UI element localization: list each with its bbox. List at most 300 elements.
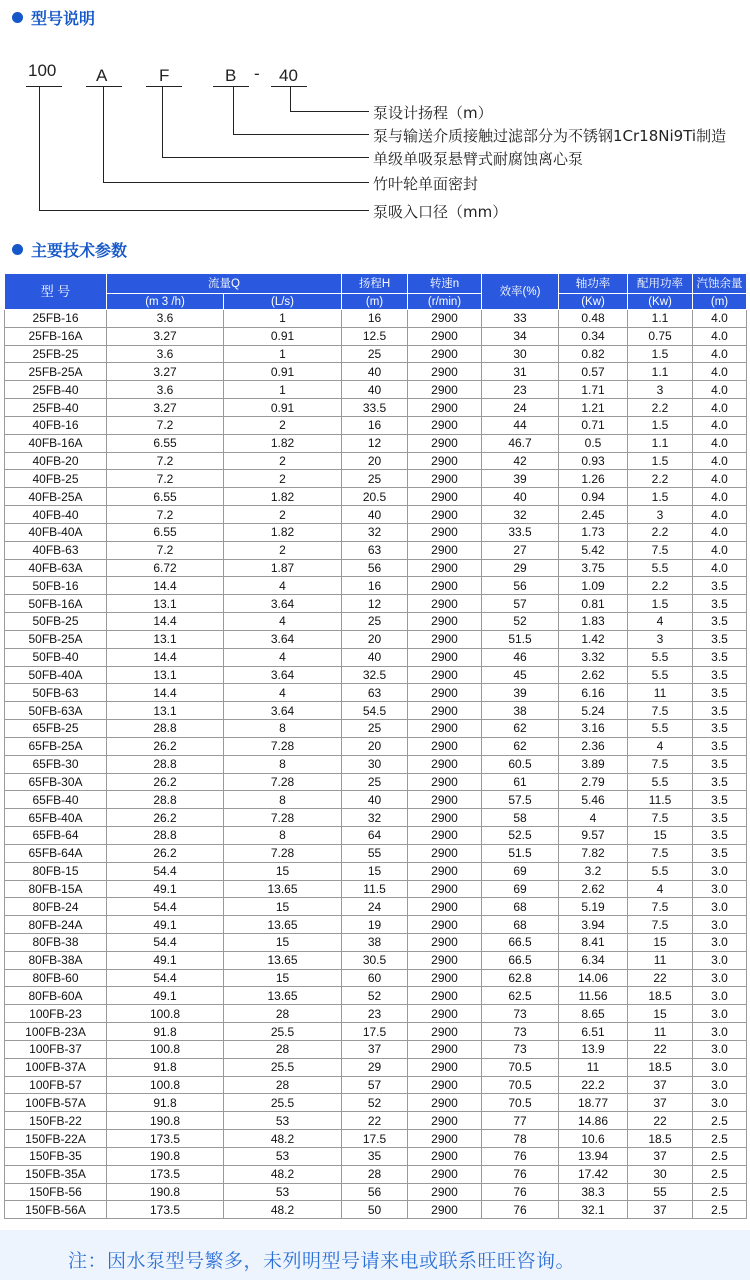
cell-flow-m3h: 7.2 (107, 452, 224, 470)
cell-model: 50FB-40 (5, 648, 107, 666)
cell-npsh: 4.0 (693, 559, 747, 577)
header-head: 扬程H (342, 274, 408, 294)
cell-shaft-power: 0.34 (559, 327, 628, 345)
cell-shaft-power: 3.32 (559, 648, 628, 666)
cell-model: 50FB-25 (5, 613, 107, 631)
table-row (5, 1183, 747, 1201)
table-row (5, 720, 747, 738)
cell-flow-ls: 15 (224, 969, 342, 987)
bullet-dot-icon (12, 244, 23, 255)
cell-efficiency: 76 (482, 1201, 559, 1219)
cell-head: 55 (342, 844, 408, 862)
cell-efficiency: 44 (482, 416, 559, 434)
cell-efficiency: 32 (482, 506, 559, 524)
cell-motor-power: 11 (628, 1023, 693, 1041)
cell-flow-ls: 25.5 (224, 1058, 342, 1076)
cell-head: 25 (342, 470, 408, 488)
cell-head: 57 (342, 1076, 408, 1094)
cell-shaft-power: 3.75 (559, 559, 628, 577)
cell-flow-m3h: 28.8 (107, 755, 224, 773)
cell-efficiency: 73 (482, 1005, 559, 1023)
cell-efficiency: 70.5 (482, 1094, 559, 1112)
cell-npsh: 2.5 (693, 1112, 747, 1130)
cell-npsh: 3.5 (693, 791, 747, 809)
cell-flow-ls: 13.65 (224, 880, 342, 898)
cell-npsh: 4.0 (693, 470, 747, 488)
cell-motor-power: 5.5 (628, 720, 693, 738)
cell-head: 52 (342, 987, 408, 1005)
cell-speed: 2900 (408, 684, 482, 702)
cell-flow-m3h: 6.55 (107, 523, 224, 541)
cell-head: 25 (342, 345, 408, 363)
connector-impeller-v (103, 86, 104, 182)
cell-model: 40FB-20 (5, 452, 107, 470)
cell-model: 65FB-40 (5, 791, 107, 809)
cell-npsh: 2.5 (693, 1183, 747, 1201)
connector-material-v (233, 86, 234, 134)
cell-speed: 2900 (408, 791, 482, 809)
cell-flow-m3h: 13.1 (107, 595, 224, 613)
cell-shaft-power: 10.6 (559, 1130, 628, 1148)
table-row (5, 809, 747, 827)
table-row (5, 987, 747, 1005)
cell-motor-power: 1.5 (628, 416, 693, 434)
desc-type: 单级单吸泵悬臂式耐腐蚀离心泵 (373, 150, 584, 168)
cell-shaft-power: 3.16 (559, 720, 628, 738)
cell-flow-ls: 4 (224, 577, 342, 595)
cell-flow-m3h: 7.2 (107, 506, 224, 524)
code-dash: - (254, 64, 260, 83)
cell-model: 50FB-63A (5, 702, 107, 720)
cell-head: 56 (342, 1183, 408, 1201)
cell-motor-power: 1.1 (628, 363, 693, 381)
header-flow-m3h: (m 3 /h) (107, 294, 224, 310)
cell-npsh: 3.0 (693, 898, 747, 916)
table-row (5, 523, 747, 541)
cell-shaft-power: 0.5 (559, 434, 628, 452)
cell-model: 25FB-16 (5, 310, 107, 328)
cell-flow-ls: 1.82 (224, 523, 342, 541)
cell-npsh: 2.5 (693, 1147, 747, 1165)
cell-model: 25FB-40 (5, 381, 107, 399)
cell-npsh: 4.0 (693, 363, 747, 381)
cell-motor-power: 1.5 (628, 345, 693, 363)
cell-npsh: 3.0 (693, 951, 747, 969)
cell-motor-power: 15 (628, 1005, 693, 1023)
cell-head: 16 (342, 416, 408, 434)
cell-flow-ls: 15 (224, 898, 342, 916)
desc-material: 泵与输送介质接触过滤部分为不锈钢1Cr18Ni9Ti制造 (373, 127, 727, 145)
cell-efficiency: 52.5 (482, 827, 559, 845)
table-row (5, 452, 747, 470)
table-row (5, 381, 747, 399)
section-tech-params-title (12, 238, 127, 260)
cell-model: 100FB-57 (5, 1076, 107, 1094)
cell-flow-m3h: 14.4 (107, 684, 224, 702)
cell-motor-power: 2.2 (628, 577, 693, 595)
cell-head: 52 (342, 1094, 408, 1112)
cell-head: 17.5 (342, 1023, 408, 1041)
connector-type-h (162, 157, 369, 158)
cell-model: 80FB-24A (5, 916, 107, 934)
cell-flow-ls: 53 (224, 1183, 342, 1201)
cell-npsh: 3.5 (693, 613, 747, 631)
table-row (5, 1005, 747, 1023)
cell-motor-power: 7.5 (628, 809, 693, 827)
cell-efficiency: 51.5 (482, 844, 559, 862)
cell-efficiency: 77 (482, 1112, 559, 1130)
cell-head: 32 (342, 523, 408, 541)
cell-head: 12.5 (342, 327, 408, 345)
cell-npsh: 3.0 (693, 1005, 747, 1023)
cell-flow-m3h: 91.8 (107, 1058, 224, 1076)
cell-flow-m3h: 91.8 (107, 1023, 224, 1041)
desc-size: 泵吸入口径（mm） (373, 203, 508, 221)
cell-head: 30.5 (342, 951, 408, 969)
cell-speed: 2900 (408, 1005, 482, 1023)
cell-flow-ls: 2 (224, 541, 342, 559)
cell-shaft-power: 3.94 (559, 916, 628, 934)
cell-flow-m3h: 173.5 (107, 1165, 224, 1183)
cell-model: 50FB-40A (5, 666, 107, 684)
cell-shaft-power: 3.89 (559, 755, 628, 773)
cell-npsh: 3.5 (693, 702, 747, 720)
cell-head: 63 (342, 684, 408, 702)
table-row (5, 1112, 747, 1130)
cell-motor-power: 7.5 (628, 844, 693, 862)
cell-flow-ls: 2 (224, 506, 342, 524)
cell-efficiency: 69 (482, 880, 559, 898)
cell-model: 50FB-16 (5, 577, 107, 595)
cell-motor-power: 7.5 (628, 541, 693, 559)
cell-npsh: 3.0 (693, 880, 747, 898)
cell-efficiency: 34 (482, 327, 559, 345)
cell-head: 54.5 (342, 702, 408, 720)
cell-efficiency: 76 (482, 1165, 559, 1183)
cell-flow-m3h: 3.6 (107, 345, 224, 363)
cell-motor-power: 55 (628, 1183, 693, 1201)
cell-shaft-power: 5.42 (559, 541, 628, 559)
cell-flow-ls: 53 (224, 1112, 342, 1130)
cell-efficiency: 42 (482, 452, 559, 470)
code-head: 40 (279, 66, 298, 85)
cell-motor-power: 37 (628, 1201, 693, 1219)
cell-speed: 2900 (408, 595, 482, 613)
underline-impeller (86, 86, 122, 87)
cell-speed: 2900 (408, 720, 482, 738)
cell-flow-m3h: 54.4 (107, 933, 224, 951)
table-row (5, 1130, 747, 1148)
cell-npsh: 3.5 (693, 827, 747, 845)
cell-npsh: 3.5 (693, 666, 747, 684)
cell-npsh: 4.0 (693, 452, 747, 470)
table-row (5, 1058, 747, 1076)
cell-motor-power: 1.1 (628, 310, 693, 328)
cell-head: 29 (342, 1058, 408, 1076)
cell-speed: 2900 (408, 702, 482, 720)
cell-speed: 2900 (408, 523, 482, 541)
cell-efficiency: 57.5 (482, 791, 559, 809)
cell-efficiency: 31 (482, 363, 559, 381)
cell-flow-m3h: 3.27 (107, 399, 224, 417)
header-npsh: 汽蚀余量 (693, 274, 747, 294)
cell-head: 38 (342, 933, 408, 951)
cell-shaft-power: 2.36 (559, 737, 628, 755)
cell-flow-m3h: 26.2 (107, 809, 224, 827)
cell-flow-m3h: 26.2 (107, 737, 224, 755)
cell-head: 15 (342, 862, 408, 880)
cell-head: 33.5 (342, 399, 408, 417)
cell-motor-power: 22 (628, 1040, 693, 1058)
cell-model: 40FB-40A (5, 523, 107, 541)
cell-head: 12 (342, 595, 408, 613)
code-impeller: A (96, 66, 108, 85)
cell-shaft-power: 8.41 (559, 933, 628, 951)
cell-model: 80FB-15 (5, 862, 107, 880)
cell-speed: 2900 (408, 844, 482, 862)
cell-shaft-power: 22.2 (559, 1076, 628, 1094)
underline-size (26, 86, 62, 87)
cell-flow-ls: 25.5 (224, 1023, 342, 1041)
cell-npsh: 4.0 (693, 310, 747, 328)
cell-head: 11.5 (342, 880, 408, 898)
cell-motor-power: 15 (628, 827, 693, 845)
cell-flow-ls: 1.82 (224, 488, 342, 506)
header-shaft-power-unit: (Kw) (559, 294, 628, 310)
cell-flow-ls: 1 (224, 345, 342, 363)
cell-npsh: 4.0 (693, 506, 747, 524)
cell-model: 100FB-37A (5, 1058, 107, 1076)
cell-npsh: 3.0 (693, 1040, 747, 1058)
table-row (5, 933, 747, 951)
cell-flow-ls: 2 (224, 470, 342, 488)
cell-flow-ls: 7.28 (224, 809, 342, 827)
table-row (5, 898, 747, 916)
cell-flow-m3h: 54.4 (107, 862, 224, 880)
cell-model: 50FB-16A (5, 595, 107, 613)
cell-speed: 2900 (408, 969, 482, 987)
connector-type-v (162, 86, 163, 157)
cell-npsh: 3.5 (693, 755, 747, 773)
cell-efficiency: 46 (482, 648, 559, 666)
cell-flow-m3h: 7.2 (107, 541, 224, 559)
cell-speed: 2900 (408, 345, 482, 363)
cell-model: 100FB-37 (5, 1040, 107, 1058)
cell-motor-power: 5.5 (628, 862, 693, 880)
cell-motor-power: 3 (628, 506, 693, 524)
cell-flow-m3h: 6.72 (107, 559, 224, 577)
cell-npsh: 3.0 (693, 933, 747, 951)
cell-head: 37 (342, 1040, 408, 1058)
table-row (5, 1147, 747, 1165)
cell-flow-m3h: 190.8 (107, 1183, 224, 1201)
cell-shaft-power: 5.46 (559, 791, 628, 809)
cell-efficiency: 24 (482, 399, 559, 417)
cell-npsh: 3.5 (693, 595, 747, 613)
cell-shaft-power: 6.51 (559, 1023, 628, 1041)
cell-npsh: 4.0 (693, 345, 747, 363)
cell-model: 25FB-40 (5, 399, 107, 417)
cell-efficiency: 66.5 (482, 933, 559, 951)
cell-model: 150FB-56A (5, 1201, 107, 1219)
cell-head: 19 (342, 916, 408, 934)
cell-shaft-power: 11 (559, 1058, 628, 1076)
table-row (5, 488, 747, 506)
cell-flow-m3h: 14.4 (107, 613, 224, 631)
cell-flow-m3h: 3.27 (107, 363, 224, 381)
cell-flow-m3h: 100.8 (107, 1005, 224, 1023)
cell-npsh: 2.5 (693, 1130, 747, 1148)
cell-flow-m3h: 190.8 (107, 1147, 224, 1165)
cell-speed: 2900 (408, 381, 482, 399)
cell-flow-ls: 13.65 (224, 951, 342, 969)
cell-npsh: 3.0 (693, 862, 747, 880)
cell-flow-m3h: 13.1 (107, 630, 224, 648)
table-row (5, 969, 747, 987)
cell-model: 80FB-60 (5, 969, 107, 987)
table-row (5, 827, 747, 845)
table-row (5, 630, 747, 648)
cell-efficiency: 27 (482, 541, 559, 559)
cell-npsh: 3.5 (693, 737, 747, 755)
cell-motor-power: 2.2 (628, 470, 693, 488)
cell-flow-ls: 1.82 (224, 434, 342, 452)
cell-head: 16 (342, 310, 408, 328)
cell-flow-m3h: 7.2 (107, 416, 224, 434)
cell-speed: 2900 (408, 363, 482, 381)
connector-size-h (39, 210, 369, 211)
cell-motor-power: 11 (628, 951, 693, 969)
cell-motor-power: 4 (628, 613, 693, 631)
cell-motor-power: 37 (628, 1076, 693, 1094)
cell-motor-power: 7.5 (628, 702, 693, 720)
table-row (5, 1040, 747, 1058)
cell-shaft-power: 5.19 (559, 898, 628, 916)
cell-motor-power: 1.5 (628, 488, 693, 506)
header-model: 型 号 (5, 274, 107, 310)
cell-shaft-power: 1.21 (559, 399, 628, 417)
cell-motor-power: 11.5 (628, 791, 693, 809)
cell-speed: 2900 (408, 1058, 482, 1076)
cell-efficiency: 68 (482, 916, 559, 934)
cell-flow-m3h: 28.8 (107, 720, 224, 738)
cell-flow-ls: 8 (224, 720, 342, 738)
cell-efficiency: 73 (482, 1023, 559, 1041)
cell-model: 100FB-23A (5, 1023, 107, 1041)
header-flow: 流量Q (107, 274, 342, 294)
cell-speed: 2900 (408, 1076, 482, 1094)
table-row (5, 1094, 747, 1112)
cell-speed: 2900 (408, 987, 482, 1005)
cell-speed: 2900 (408, 862, 482, 880)
cell-flow-m3h: 26.2 (107, 773, 224, 791)
cell-speed: 2900 (408, 880, 482, 898)
cell-speed: 2900 (408, 916, 482, 934)
table-row (5, 470, 747, 488)
underline-head (271, 86, 307, 87)
table-row (5, 773, 747, 791)
cell-efficiency: 58 (482, 809, 559, 827)
cell-motor-power: 0.75 (628, 327, 693, 345)
cell-efficiency: 62 (482, 737, 559, 755)
cell-speed: 2900 (408, 434, 482, 452)
table-row (5, 363, 747, 381)
cell-efficiency: 39 (482, 470, 559, 488)
table-row (5, 880, 747, 898)
cell-shaft-power: 1.42 (559, 630, 628, 648)
cell-flow-ls: 48.2 (224, 1201, 342, 1219)
cell-speed: 2900 (408, 648, 482, 666)
bullet-dot-icon (12, 12, 23, 23)
cell-speed: 2900 (408, 1201, 482, 1219)
cell-speed: 2900 (408, 1165, 482, 1183)
cell-model: 40FB-63A (5, 559, 107, 577)
cell-npsh: 3.0 (693, 969, 747, 987)
cell-shaft-power: 2.62 (559, 666, 628, 684)
cell-flow-m3h: 91.8 (107, 1094, 224, 1112)
cell-model: 65FB-30 (5, 755, 107, 773)
cell-flow-m3h: 173.5 (107, 1130, 224, 1148)
cell-model: 40FB-40 (5, 506, 107, 524)
cell-flow-ls: 28 (224, 1005, 342, 1023)
cell-efficiency: 66.5 (482, 951, 559, 969)
code-size: 100 (28, 61, 57, 80)
cell-efficiency: 62.8 (482, 969, 559, 987)
cell-head: 40 (342, 791, 408, 809)
cell-model: 65FB-25 (5, 720, 107, 738)
cell-shaft-power: 32.1 (559, 1201, 628, 1219)
cell-flow-ls: 13.65 (224, 987, 342, 1005)
table-row (5, 702, 747, 720)
cell-head: 64 (342, 827, 408, 845)
cell-motor-power: 22 (628, 1112, 693, 1130)
cell-flow-ls: 28 (224, 1040, 342, 1058)
cell-efficiency: 30 (482, 345, 559, 363)
cell-model: 150FB-22 (5, 1112, 107, 1130)
cell-flow-m3h: 173.5 (107, 1201, 224, 1219)
cell-flow-m3h: 49.1 (107, 916, 224, 934)
cell-motor-power: 4 (628, 737, 693, 755)
cell-speed: 2900 (408, 755, 482, 773)
cell-speed: 2900 (408, 933, 482, 951)
cell-model: 65FB-40A (5, 809, 107, 827)
cell-motor-power: 5.5 (628, 666, 693, 684)
cell-flow-m3h: 100.8 (107, 1076, 224, 1094)
cell-model: 100FB-23 (5, 1005, 107, 1023)
cell-flow-ls: 2 (224, 452, 342, 470)
table-row (5, 399, 747, 417)
cell-shaft-power: 0.82 (559, 345, 628, 363)
header-speed: 转速n (408, 274, 482, 294)
cell-npsh: 2.5 (693, 1165, 747, 1183)
cell-npsh: 3.5 (693, 648, 747, 666)
cell-flow-m3h: 13.1 (107, 666, 224, 684)
cell-flow-ls: 7.28 (224, 844, 342, 862)
cell-flow-ls: 48.2 (224, 1130, 342, 1148)
cell-model: 65FB-64 (5, 827, 107, 845)
section-title-text: 型号说明 (31, 8, 96, 28)
table-body (5, 310, 747, 1219)
cell-motor-power: 5.5 (628, 773, 693, 791)
cell-head: 40 (342, 381, 408, 399)
cell-shaft-power: 2.45 (559, 506, 628, 524)
cell-npsh: 3.5 (693, 630, 747, 648)
cell-motor-power: 18.5 (628, 987, 693, 1005)
cell-head: 32 (342, 809, 408, 827)
cell-flow-ls: 3.64 (224, 666, 342, 684)
cell-model: 150FB-22A (5, 1130, 107, 1148)
cell-speed: 2900 (408, 506, 482, 524)
